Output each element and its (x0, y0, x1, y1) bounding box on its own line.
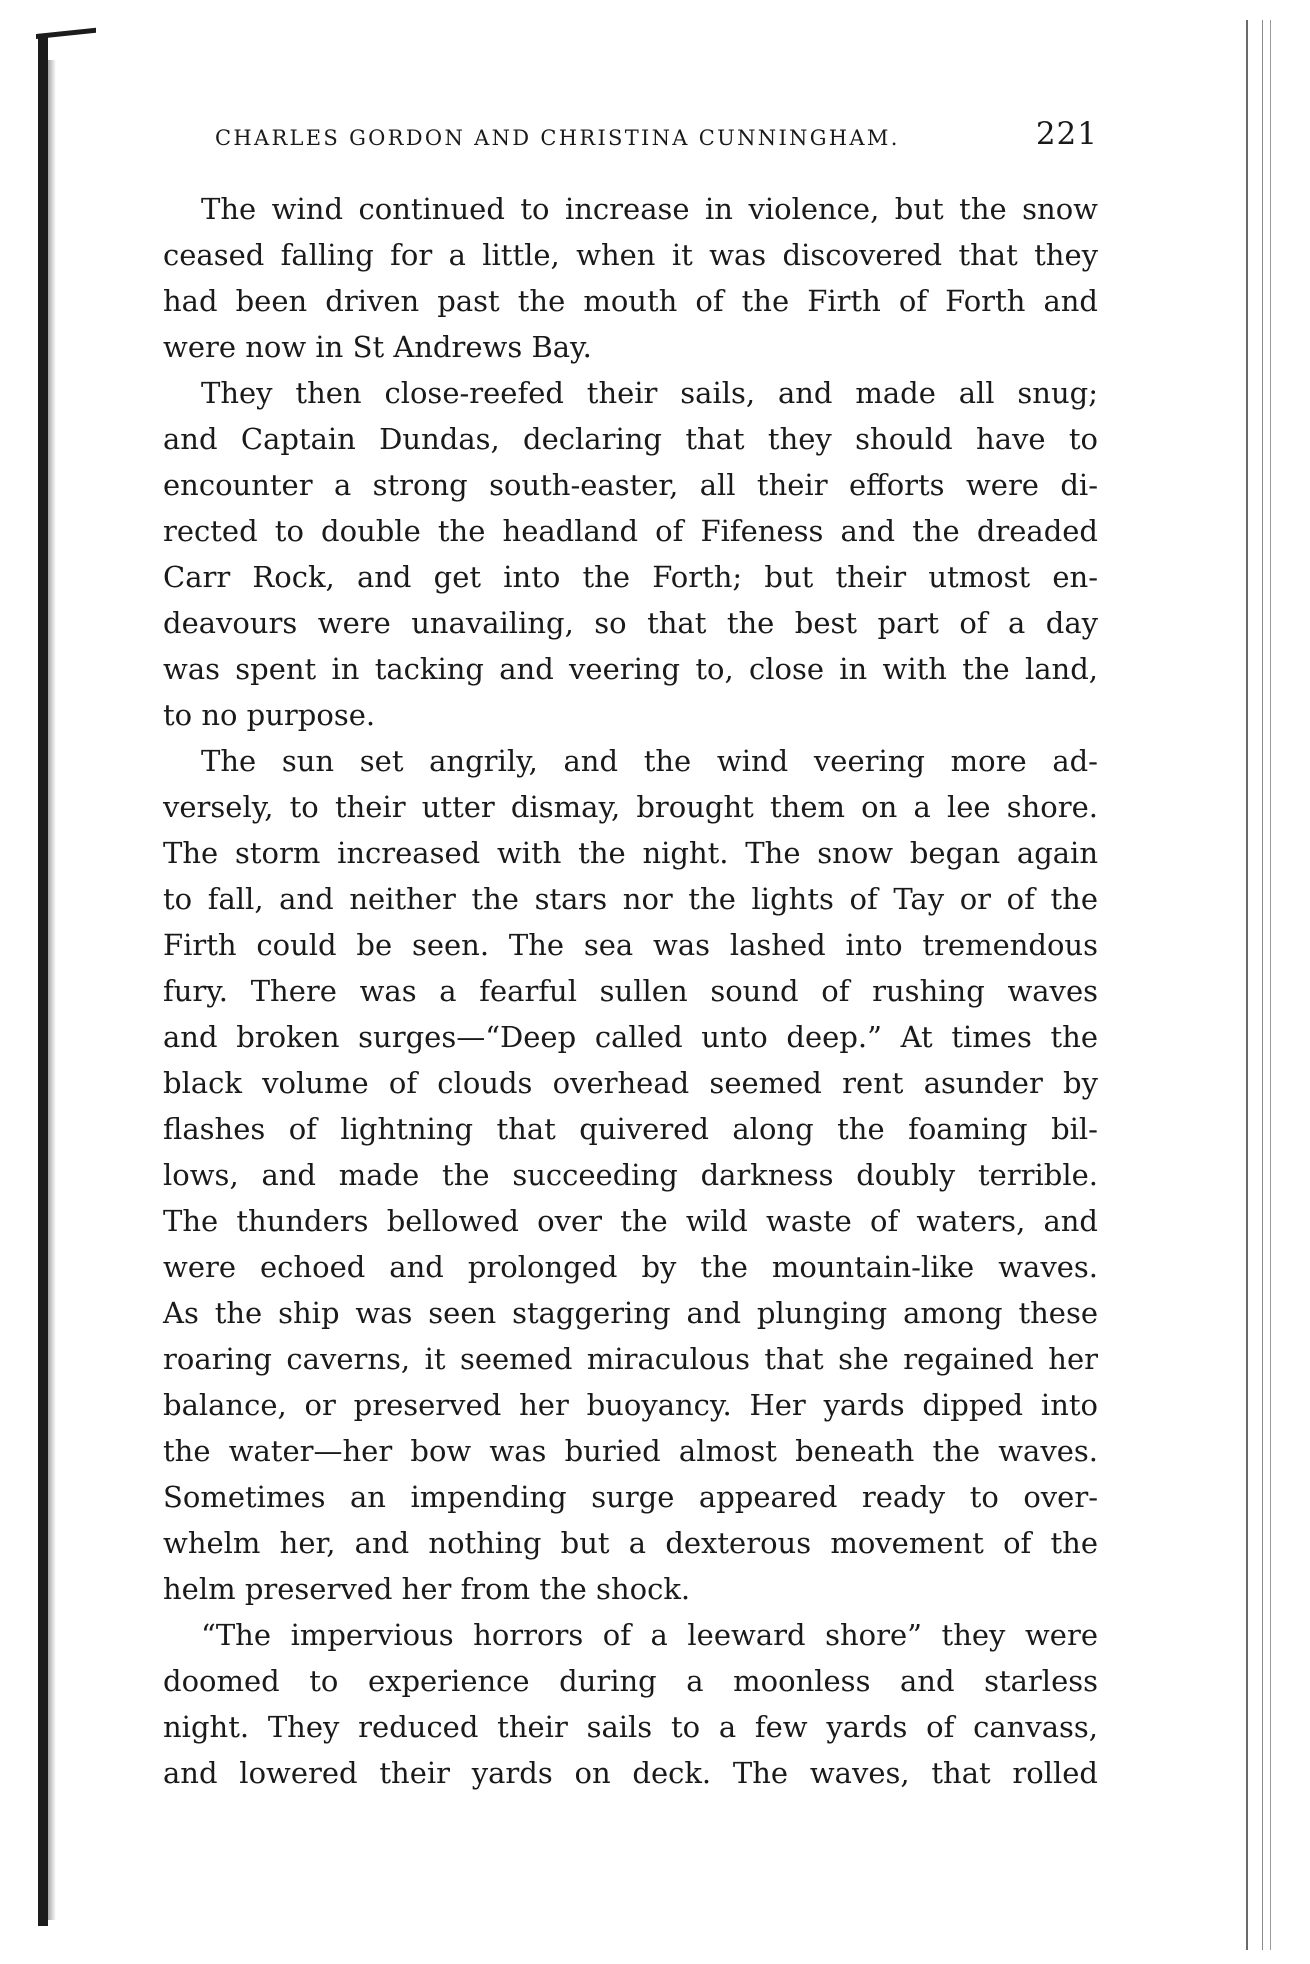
page-edge-line (1246, 20, 1248, 1950)
text-line: night. They reduced their sails to a few yards of canvass, (163, 1710, 1098, 1744)
text-line: to fall, and neither the stars nor the lights of Tay or of the (163, 882, 1098, 916)
text-line: versely, to their utter dismay, brought them on a lee shore. (163, 790, 1098, 824)
paragraph (163, 186, 1098, 370)
text-line: As the ship was seen staggering and plunging among these (163, 1296, 1098, 1330)
text-line: and lowered their yards on deck. The waves, that rolled (163, 1756, 1098, 1790)
binding-shadow (48, 60, 56, 1920)
text-line: fury. There was a fearful sullen sound of rushing waves (163, 974, 1098, 1008)
text-line: The storm increased with the night. The snow began again (163, 836, 1098, 870)
text-line: rected to double the headland of Fifeness and the dreaded (163, 514, 1098, 548)
text-line: “The impervious horrors of a leeward shore” they were (201, 1618, 1098, 1652)
text-line: black volume of clouds overhead seemed rent asunder by (163, 1066, 1098, 1100)
text-line: lows, and made the succeeding darkness doubly terrible. (163, 1158, 1098, 1192)
text-line: The thunders bellowed over the wild waste of waters, and (163, 1204, 1098, 1238)
paragraph (163, 370, 1098, 738)
text-line: roaring caverns, it seemed miraculous that she regained her (163, 1342, 1098, 1376)
text-line: Sometimes an impending surge appeared ready to over- (163, 1480, 1098, 1514)
text-line: doomed to experience during a moonless and starless (163, 1664, 1098, 1698)
page-edge-line (1270, 20, 1271, 1950)
text-line: and broken surges—“Deep called unto deep.” At times the (163, 1020, 1098, 1054)
paragraph (163, 738, 1098, 1612)
book-page (163, 108, 1098, 1796)
text-line: and Captain Dundas, declaring that they should have to (163, 422, 1098, 456)
text-line: deavours were unavailing, so that the best part of a day (163, 606, 1098, 640)
text-line: had been driven past the mouth of the Firth of Forth and (163, 284, 1098, 318)
text-line: whelm her, and nothing but a dexterous movement of the (163, 1526, 1098, 1560)
text-line: balance, or preserved her buoyancy. Her yards dipped into (163, 1388, 1098, 1422)
text-line: ceased falling for a little, when it was discovered that they (163, 238, 1098, 272)
text-line: the water—her bow was buried almost beneath the waves. (163, 1434, 1098, 1468)
text-line: encounter a strong south-easter, all their efforts were di- (163, 468, 1098, 502)
page-number: 221 (1035, 116, 1098, 152)
text-line: Carr Rock, and get into the Forth; but their utmost en- (163, 560, 1098, 594)
text-line: helm preserved her from the shock. (163, 1572, 691, 1606)
text-line: They then close-reefed their sails, and made all snug; (201, 376, 1098, 410)
text-line: were echoed and prolonged by the mountain-like waves. (163, 1250, 1098, 1284)
running-head (163, 108, 1098, 158)
text-line: were now in St Andrews Bay. (163, 330, 592, 364)
text-line: to no purpose. (163, 698, 376, 732)
binding-edge (38, 36, 48, 1926)
running-title: CHARLES GORDON AND CHRISTINA CUNNINGHAM. (215, 126, 900, 150)
text-line: was spent in tacking and veering to, close in with the land, (163, 652, 1098, 686)
text-line: Firth could be seen. The sea was lashed into tremendous (163, 928, 1098, 962)
text-line: flashes of lightning that quivered along the foaming bil- (163, 1112, 1098, 1146)
text-line: The wind continued to increase in violence, but the snow (201, 192, 1098, 226)
text-line: The sun set angrily, and the wind veering more ad- (201, 744, 1098, 778)
page-edge-line (1262, 20, 1263, 1950)
paragraph (163, 1612, 1098, 1796)
